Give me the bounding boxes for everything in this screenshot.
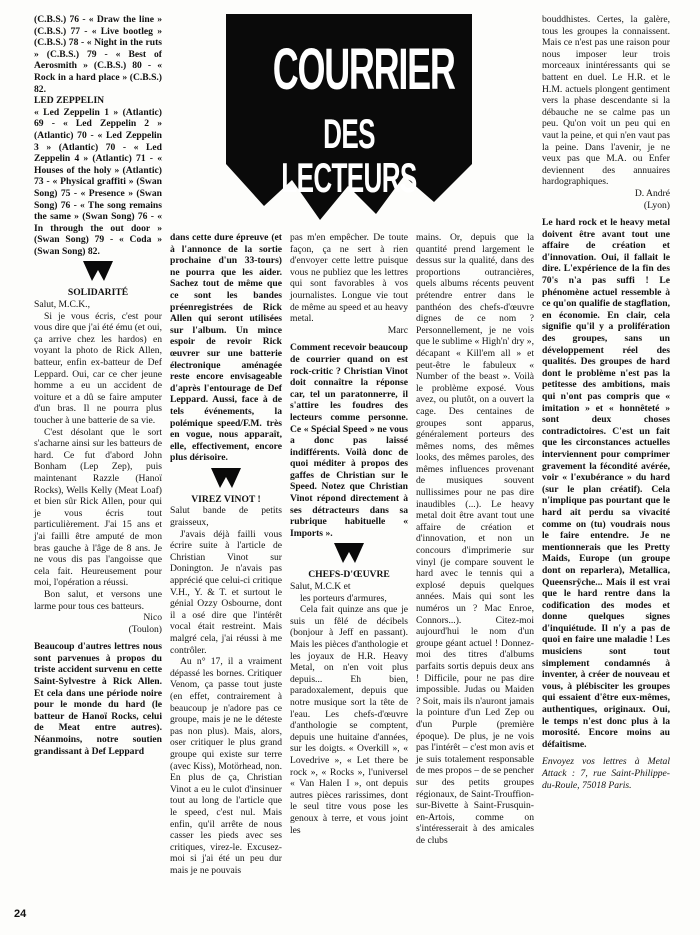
editor-reply: Beaucoup d'autres lettres nous sont parvenues à propos du triste accident survenu en cette Saint-Sylvestre à Rick Allen. Et cela dans une période noire pour le monde du hard (le batteur de Hanoï Rocks, celui de Meat entre autres). Néanmoins, notre soutien grandissant à Def Leppard (34, 641, 162, 757)
editor-reply: Le hard rock et le heavy metal doivent être avant tout une affaire de création et d'innovation. Oui, il fallait le dire. L'expérience de la fin des 70's n'a pas suffi ! Le phénomène actuel ressemble à ce qu'on qualifie de stagflation, en économie. En clair, cela signifie qu'il y a prolifération des groupes, sans un développement réel des qualités. Des groupes de hard dont le problème n'est pas la petitesse des ambitions, mais qui n'ont pas compris que « imitation » et « honnêteté » sont deux choses contradictoires. C'est un fait que les circonstances actuelles interviennent pour comprimer gravement la fécondité avérée, voir « l'exubérance » du hard (sur le plan créatif). Cela n'implique pas pourtant que le hard ait perdu sa vivacité comme on (tu) voudrais nous le faire entendre. Je ne mentionnerais que les Pretty Maids, Europe (un groupe dont on reparlera), Metallica, Queensrÿche... Mais il est vrai que le hard rentre dans la codification des modes et donne quelques signes d'inquiétude. Il n'y a pas de quoi en faire une maladie ! Les musiciens sont tout simplement condamnés à inventer, à créer de nouveau et vous, à plébisciter les groupes qui essaient d'être eux-mêmes, authentiques, originaux. Oui, le temps n'est donc plus à la morosité. Encore moins au défaitisme. (542, 217, 670, 750)
letter-greeting: Salut, M.C.K et (290, 581, 351, 593)
section-divider-icon (334, 543, 364, 563)
letter-paragraph: Si je vous écris, c'est pour vous dire que j'ai été ému (et oui, ça arrive chez les hardos) en voyant la photo de Rick Allen, batteur, enfin ex-batteur de Def Leppard. Oui, car ce cher jeune homme a eu un accident de voiture et a dû se faire amputer d'un bras. Il ne pourra plus toucher à une batterie de sa vie. (34, 310, 162, 426)
discography-heading: LED ZEPPELIN (34, 95, 105, 107)
letter-paragraph: Bon salut, et versons une larme pour tous ces batteurs. (34, 588, 162, 612)
letter-city: (Lyon) (643, 199, 670, 211)
letter-greeting: Salut, M.C.K., (34, 299, 90, 311)
letter-heading-virez-vinot: VIREZ VINOT ! (191, 493, 261, 505)
letter-heading-solidarite: SOLIDARITÉ (67, 287, 129, 299)
letter-paragraph-continued: bouddhistes. Certes, la galère, tous les groupes la connaissent. Mais ce n'est pas une raison pour nous imposer leur trois morceaux inintéressants qui se battent en duel. Le H.R. et le H.M. actuels plongent gentiment vers la phase descendante si la débauche ne se calme pas un peu. Qu'on voit un peu qui en vaut la peine, et qui n'en vaut pas la peine. Dans l'avenir, je ne veux pas que M.A. ou Enfer deviennent des annuaires hardographiques. (542, 14, 670, 188)
column-3 (290, 232, 408, 836)
letter-paragraph: J'avais déjà failli vous écrire suite à l'article de Christian Vinot sur Donington. Je n'avais pas apprécié que celui-ci critique V.H., Y. & T. et surtout le génial Ozzy Osbourne, dont il a osé dire que l'intérêt vocal était restreint. Mais malgré cela, j'ai réussi à me contrôler. (170, 528, 282, 656)
editor-reply-continued: dans cette dure épreuve (et à l'annonce de la sortie prochaine d'un 33-tours) ne pourra que les aider. Sachez tout de même que ce sont les bandes préenregistrées de Rick Allen qui seront utilisées sur l'album. Un mince espoir de revoir Rick œuvrer sur une batterie électronique aménagée reste encore envisageable d'après l'entourage de Def Leppard. Aussi, face à de tels événements, la polémique speed/F.M. très en vogue, nous apparaît, elle, effectivement, encore plus dérisoire. (170, 232, 282, 464)
page-subtitle: DES LECTEURS (281, 110, 417, 201)
column-1 (34, 14, 162, 757)
letter-greeting: les porteurs d'armures, (300, 592, 387, 604)
letter-greeting: Salut bande de petits graisseux, (170, 505, 282, 529)
column-4 (416, 232, 534, 846)
letter-heading-chefs-doeuvre: CHEFS-D'ŒUVRE (308, 569, 390, 581)
discography-aerosmith: (C.B.S.) 76 - « Draw the line » (C.B.S.) 77 - « Live bootleg » (C.B.S.) 78 - « Night in the ruts » (C.B.S.) 79 - « Best of Aerosmith » (C.B.S.) 80 - « Rock in a hard place » (C.B.S.) 82. (34, 14, 162, 95)
letter-paragraph: C'est désolant que le sort s'acharne ainsi sur les batteurs de hard. Ce fut d'abord John Bonham (Lep Zep), puis maintenant Razzle (Hanoï Rocks), Wells Kelly (Meat Loaf) et bien sûr Rick Allen, pour qui je vous écris tout particulièrement. J'ai 15 ans et j'ai failli être amputé de mon bras gauche à l'âge de 8 ans. Je ne vous dis pas l'angoisse que cela fait. Heureusement pour moi, l'opération a réussi. (34, 426, 162, 589)
column-2 (170, 232, 282, 876)
letter-paragraph-continued: mains. Or, depuis que la quantité prend largement le dessus sur la qualité, dans des proportions outrancières, quels albums récents peuvent prétendre entrer dans le panthéon des chefs-d'œuvre dignes de ce nom ? Personnellement, je ne vois que le sublime « High'n' dry », décapant « Kill'em all » et peut-être le fabuleux « Number of the beast ». Voilà le problème exposé. Vous avez, ou plutôt, on a ouvert la cage. Des centaines de groupes sont apparus, généralement porteurs des mêmes noms, des mêmes looks, des mêmes paroles, des mêmes influences provenant de musiques souvent nullissimes pour ne pas dire inaudibles (...). Le heavy metal doit être avant tout une affaire de création et d'innovation, et non un concours d'imprimerie sur vinyl (je compare souvent le hard avec le tennis qui a explosé depuis quelques années. Mais qui sont les numéros un ? Mac Enroe, Connors...). Citez-moi aujourd'hui le nom d'un groupe géant actuel ! Donnez-moi des titres d'albums parfaits sortis depuis deux ans ! Difficile, pour ne pas dire impossible. Judas ou Maiden ? Soit, mais ils n'auront jamais la pointure d'un Led Zep ou d'un Purple (première époque). De plus, je ne vois pas l'intérêt – c'est mon avis et je suis totalement responsable de mes propos – de se pencher sur des petits groupes régionaux, de Saint-Trouffion-sur-Bivette à Saint-Frusquin-en-Artois, comme on s'intéresserait à des amicales de clubs (416, 232, 534, 846)
page-number: 24 (14, 908, 27, 920)
letter-city: (Toulon) (128, 623, 162, 635)
section-divider-icon (83, 261, 113, 281)
letter-signature: Nico (143, 612, 162, 624)
letter-paragraph: Cela fait quinze ans que je suis un fêlé de décibels (bonjour à Jeff en passant). Mais les pièces d'anthologie et les joyaux de H.R. Heavy Metal, on n'en voit plus depuis... Eh bien, paradoxalement, depuis que notre musique sort la tête de l'eau. Les chefs-d'œuvre d'anthologie se comptent, depuis une huitaine d'années, sur les doigts. « Overkill », « Lovedrive », « Let there be rock », « Rocks », l'universel « Van Halen I », ont depuis autres pièces rarissimes, dont le seul titre vous pose les genoux à terre, et vous joint les (290, 604, 408, 836)
header-banner (226, 14, 472, 220)
letter-signature: Marc (387, 324, 408, 336)
page-title: COURRIER (272, 37, 455, 102)
letter-signature: D. André (634, 187, 670, 199)
section-divider-icon (211, 468, 241, 488)
column-5 (542, 14, 670, 791)
mailing-address: Envoyez vos lettres à Metal Attack : 7, rue Saint-Philippe-du-Roule, 75018 Paris. (542, 756, 670, 791)
discography-led-zeppelin: « Led Zeppelin 1 » (Atlantic) 69 - « Led Zeppelin 2 » (Atlantic) 70 - « Led Zeppelin 3 » (Atlantic) 70 - « Led Zeppelin 4 » (Atlantic) 71 - « Houses of the holy » (Atlantic) 73 - « Physical graffiti » (Swan Song) 75 - « Presence » (Swan Song) 76 - « The song remains the same » (Swan Song) 76 - « In through the out door » (Swan Song) 79 - « Coda » (Swan Song) 82. (34, 106, 162, 257)
editor-reply: Comment recevoir beaucoup de courrier quand on est rock-critic ? Christian Vinot doit connaître la réponse car, tel un paratonnerre, il s'attire les foudres des lecteurs comme personne. Ce « Spécial Speed » ne vous a donc pas laissé indifférents. Voilà donc de quoi méditer à propos des gaffes de Christian sur le Speed. Notez que Christian Vinot répond directement à ses détracteurs dans sa rubrique habituelle « Imports ». (290, 342, 408, 539)
letter-paragraph: Au n° 17, il a vraiment dépassé les bornes. Critiquer Venom, ça passe tout juste (en effet, contrairement à beaucoup je n'adore pas ce groupe, mais je ne le déteste pas non plus). Mais, alors, oser critiquer le plus grand groupe qui existe sur terre (avec Kiss), Motörhead, non. En plus de ça, Christian Vinot a eu le culot d'insinuer tout au long de l'article que le speed, c'est nul. Mais enfin, qu'il arrête de nous casser les pieds avec ses critiques, virez-le. Excusez-moi si j'ai été un peu dur mais je ne pouvais (170, 656, 282, 876)
letter-paragraph-continued: pas m'en empêcher. De toute façon, ça ne sert à rien d'envoyer cette lettre puisque vous ne publiez que les lettres qui sont favorables à vos journalistes. Longue vie tout de même au speed et au heavy metal. (290, 232, 408, 325)
